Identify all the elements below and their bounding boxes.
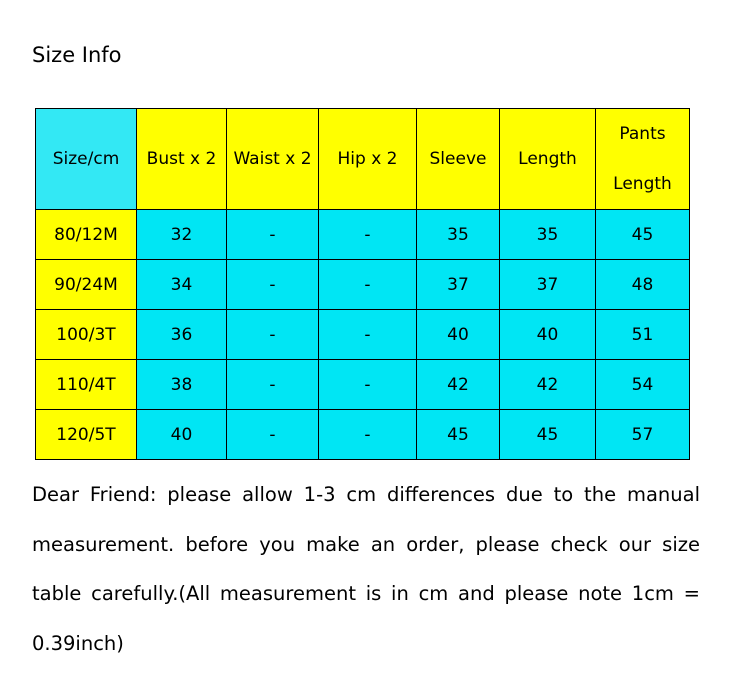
row-waist: - xyxy=(227,360,319,410)
row-pants-length: 54 xyxy=(596,360,690,410)
row-pants-length: 45 xyxy=(596,210,690,260)
row-size: 110/4T xyxy=(36,360,137,410)
note-line-4: 0.39inch) xyxy=(32,631,124,655)
header-waist: Waist x 2 xyxy=(227,109,319,210)
header-sleeve: Sleeve xyxy=(417,109,500,210)
row-waist: - xyxy=(227,410,319,460)
row-bust: 34 xyxy=(137,260,227,310)
row-size: 120/5T xyxy=(36,410,137,460)
header-pants-line1: Pants xyxy=(619,124,666,144)
row-sleeve: 42 xyxy=(417,360,500,410)
table-header-row xyxy=(36,109,690,210)
row-hip: - xyxy=(319,210,417,260)
row-sleeve: 45 xyxy=(417,410,500,460)
page-title: Size Info xyxy=(32,43,122,67)
header-pants-length xyxy=(596,109,690,210)
row-length: 40 xyxy=(500,310,596,360)
note-line-1: Dear Friend: please allow 1-3 cm differences due to the manual xyxy=(32,483,700,506)
row-waist: - xyxy=(227,210,319,260)
row-length: 35 xyxy=(500,210,596,260)
row-hip: - xyxy=(319,360,417,410)
note-line-2: measurement. before you make an order, please check our size xyxy=(32,532,700,556)
table-row xyxy=(36,360,690,410)
row-size: 90/24M xyxy=(36,260,137,310)
row-sleeve: 37 xyxy=(417,260,500,310)
row-sleeve: 35 xyxy=(417,210,500,260)
header-bust: Bust x 2 xyxy=(137,109,227,210)
header-length: Length xyxy=(500,109,596,210)
table-row xyxy=(36,410,690,460)
header-size: Size/cm xyxy=(36,109,137,210)
row-hip: - xyxy=(319,260,417,310)
row-pants-length: 48 xyxy=(596,260,690,310)
table-row xyxy=(36,310,690,360)
row-size: 80/12M xyxy=(36,210,137,260)
row-pants-length: 51 xyxy=(596,310,690,360)
row-size: 100/3T xyxy=(36,310,137,360)
size-table xyxy=(35,108,690,460)
row-sleeve: 40 xyxy=(417,310,500,360)
row-waist: - xyxy=(227,260,319,310)
header-pants-line2: Length xyxy=(613,174,672,194)
header-hip: Hip x 2 xyxy=(319,109,417,210)
row-bust: 32 xyxy=(137,210,227,260)
measurement-note xyxy=(32,470,700,668)
row-bust: 40 xyxy=(137,410,227,460)
row-waist: - xyxy=(227,310,319,360)
row-hip: - xyxy=(319,410,417,460)
table-row xyxy=(36,260,690,310)
row-length: 42 xyxy=(500,360,596,410)
row-pants-length: 57 xyxy=(596,410,690,460)
note-line-3: table carefully.(All measurement is in cm and please note 1cm = xyxy=(32,582,700,605)
row-length: 45 xyxy=(500,410,596,460)
row-bust: 36 xyxy=(137,310,227,360)
row-hip: - xyxy=(319,310,417,360)
row-length: 37 xyxy=(500,260,596,310)
row-bust: 38 xyxy=(137,360,227,410)
table-row xyxy=(36,210,690,260)
